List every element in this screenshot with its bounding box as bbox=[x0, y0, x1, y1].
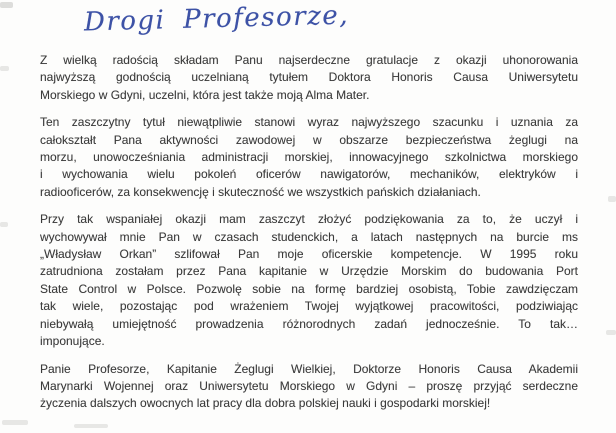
scan-smudge bbox=[0, 2, 13, 8]
text-line: State Control w Polsce. Pozwolę sobie na formę bardziej osobistą, Tobie zawdzięczam bbox=[40, 281, 578, 296]
text-line: zatrudniona zostałam przez Pana kapitanie w Urzędzie Morskim do budowania Port bbox=[40, 264, 578, 279]
text-line: wychowywał mnie Pan w czasach studenckich, a latach następnych na burcie ms bbox=[40, 229, 578, 244]
text-line: morzu, unowocześniania administracji morskiej, innowacyjnego szkolnictwa morskiego bbox=[40, 150, 578, 165]
text-line: życzenia dalszych owocnych lat pracy dla dobra polskiej nauki i gospodarki morskiej! bbox=[40, 396, 491, 411]
text-line: imponujące. bbox=[40, 334, 105, 349]
text-line: najwyższą godnością uczelnianą tytułem Doktora Honoris Causa Uniwersytetu bbox=[40, 70, 578, 85]
text-line: Przy tak wspaniałej okazji mam zaszczyt złożyć podziękowania za to, że uczył i bbox=[40, 212, 578, 227]
text-line: Z wielką radością składam Panu najserdeczne gratulacje z okazji uhonorowania bbox=[40, 53, 578, 67]
text-line: całokształt Pana aktywności zawodowej w obszarze bezpieczeństwa żeglugi na bbox=[40, 132, 578, 147]
text-line: radiooficerów, za konsekwencję i skuteczność we wszystkich pańskich działaniach. bbox=[40, 184, 481, 199]
scan-smudge bbox=[608, 196, 616, 202]
text-line: i wychowania wielu pokoleń oficerów nawigatorów, mechaników, elektryków i bbox=[40, 167, 578, 182]
scan-smudge bbox=[0, 222, 8, 227]
letter-body bbox=[40, 52, 578, 423]
scan-smudge bbox=[0, 66, 9, 71]
paragraph bbox=[40, 114, 578, 201]
paragraph bbox=[40, 52, 578, 104]
paragraph bbox=[40, 211, 578, 350]
text-line: „Władysław Orkan” szlifował Pan moje oficerskie kompetencje. W 1995 roku bbox=[40, 247, 578, 262]
text-line: Morskiego w Gdyni, uczelni, która jest także moją Alma Mater. bbox=[40, 87, 370, 102]
text-line: niebywałą umiejętność prowadzenia różnorodnych zadań jednocześnie. To tak… bbox=[40, 316, 578, 331]
scan-smudge bbox=[2, 420, 28, 425]
text-line: Panie Profesorze, Kapitanie Żeglugi Wielkiej, Doktorze Honoris Causa Akademii bbox=[40, 361, 578, 376]
scan-smudge bbox=[606, 330, 616, 335]
text-line: tak wiele, pozostając pod wrażeniem Twojej wyjątkowej pracowitości, podziwiając bbox=[40, 299, 578, 314]
handwritten-greeting: Drogi Profesorze, bbox=[83, 0, 350, 38]
text-line: Marynarki Wojennej oraz Uniwersytetu Morskiego w Gdyni – proszę przyjąć serdeczne bbox=[40, 378, 578, 393]
paragraph bbox=[40, 361, 578, 413]
scan-smudge bbox=[74, 424, 108, 428]
text-line: Ten zaszczytny tytuł niewątpliwie stanowi wyraz najwyższego szacunku i uznania za bbox=[40, 115, 578, 130]
